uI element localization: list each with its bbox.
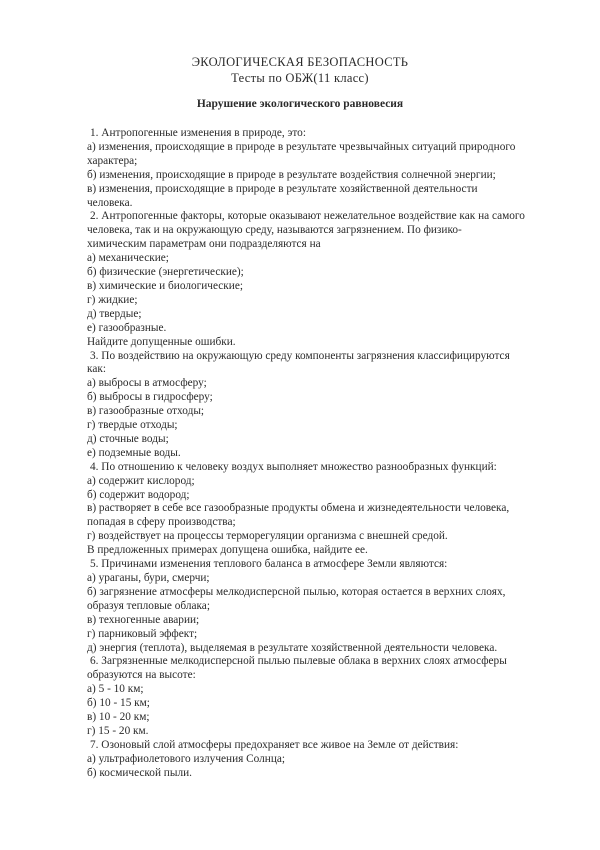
- text-line: г) жидкие;: [87, 293, 138, 306]
- text-line: г) воздействует на процессы терморегуляции организма с внешней средой.: [87, 530, 448, 543]
- text-line: человека, так и на окружающую среду, называются загрязнением. По физико-: [87, 224, 462, 237]
- text-line: а) механические;: [87, 252, 169, 265]
- section-heading: Нарушение экологического равновесия: [196, 98, 404, 110]
- document-body: [87, 127, 537, 781]
- text-line: в) газообразные отходы;: [87, 405, 205, 418]
- text-line: д) энергия (теплота), выделяемая в результате хозяйственной деятельности человека.: [87, 641, 498, 654]
- text-line: д) сточные воды;: [87, 432, 169, 445]
- text-line: попадая в сферу производства;: [87, 516, 236, 529]
- text-line: образуя тепловые облака;: [87, 599, 210, 612]
- text-line: в) техногенные аварии;: [87, 613, 200, 626]
- text-line: человека.: [87, 196, 133, 209]
- question-line: 3. По воздействию на окружающую среду компоненты загрязнения классифицируются: [90, 349, 510, 362]
- question-line: 2. Антропогенные факторы, которые оказывают нежелательное воздействие как на самого: [90, 210, 525, 223]
- text-line: а) выбросы в атмосферу;: [87, 377, 207, 390]
- question-line: 6. Загрязненные мелкодисперсной пылью пылевые облака в верхних слоях атмосферы: [90, 655, 507, 668]
- text-line: а) содержит кислород;: [87, 474, 195, 487]
- text-line: г) твердые отходы;: [87, 419, 178, 432]
- text-line: в) растворяет в себе все газообразные продукты обмена и жизнедеятельности человека,: [87, 502, 510, 515]
- text-line: Найдите допущенные ошибки.: [87, 335, 236, 348]
- text-line: б) выбросы в гидросферу;: [87, 391, 213, 404]
- text-line: химическим параметрам они подразделяются на: [87, 238, 321, 251]
- question-line: 5. Причинами изменения теплового баланса в атмосфере Земли являются:: [90, 558, 448, 571]
- document-subtitle: Тесты по ОБЖ(11 класс): [231, 71, 369, 85]
- question-line: 4. По отношению к человеку воздух выполняет множество разнообразных функций:: [90, 460, 497, 473]
- text-line: б) загрязнение атмосферы мелкодисперсной пылью, которая остается в верхних слоях,: [87, 585, 506, 598]
- text-line: образуются на высоте:: [87, 669, 196, 682]
- question-line: 1. Антропогенные изменения в природе, это:: [90, 127, 306, 139]
- text-line: как:: [87, 363, 106, 376]
- text-line: характера;: [87, 154, 138, 167]
- text-line: а) ураганы, бури, смерчи;: [87, 572, 210, 584]
- text-line: б) изменения, происходящие в природе в результате воздействия солнечной энергии;: [87, 168, 496, 181]
- document-title: ЭКОЛОГИЧЕСКАЯ БЕЗОПАСНОСТЬ: [191, 55, 409, 69]
- question-line: 7. Озоновый слой атмосферы предохраняет все живое на Земле от действия:: [90, 738, 459, 751]
- text-line: б) 10 - 15 км;: [87, 697, 150, 710]
- text-line: г) 15 - 20 км.: [87, 724, 149, 737]
- text-line: б) космической пыли.: [87, 766, 192, 779]
- text-line: е) подземные воды.: [87, 446, 181, 459]
- text-line: г) парниковый эффект;: [87, 627, 198, 640]
- text-line: б) содержит водород;: [87, 488, 190, 501]
- text-line: д) твердые;: [87, 307, 142, 320]
- text-line: б) физические (энергетические);: [87, 266, 244, 279]
- text-line: а) 5 - 10 км;: [87, 683, 144, 696]
- text-line: е) газообразные.: [87, 321, 167, 334]
- text-line: в) 10 - 20 км;: [87, 711, 150, 724]
- text-line: в) изменения, происходящие в природе в результате хозяйственной деятельности: [87, 182, 478, 195]
- text-line: а) ультрафиолетового излучения Солнца;: [87, 752, 286, 765]
- text-line: а) изменения, происходящие в природе в результате чрезвычайных ситуаций природного: [87, 140, 516, 153]
- text-line: В предложенных примерах допущена ошибка, найдите ее.: [87, 544, 368, 557]
- text-line: в) химические и биологические;: [87, 279, 243, 292]
